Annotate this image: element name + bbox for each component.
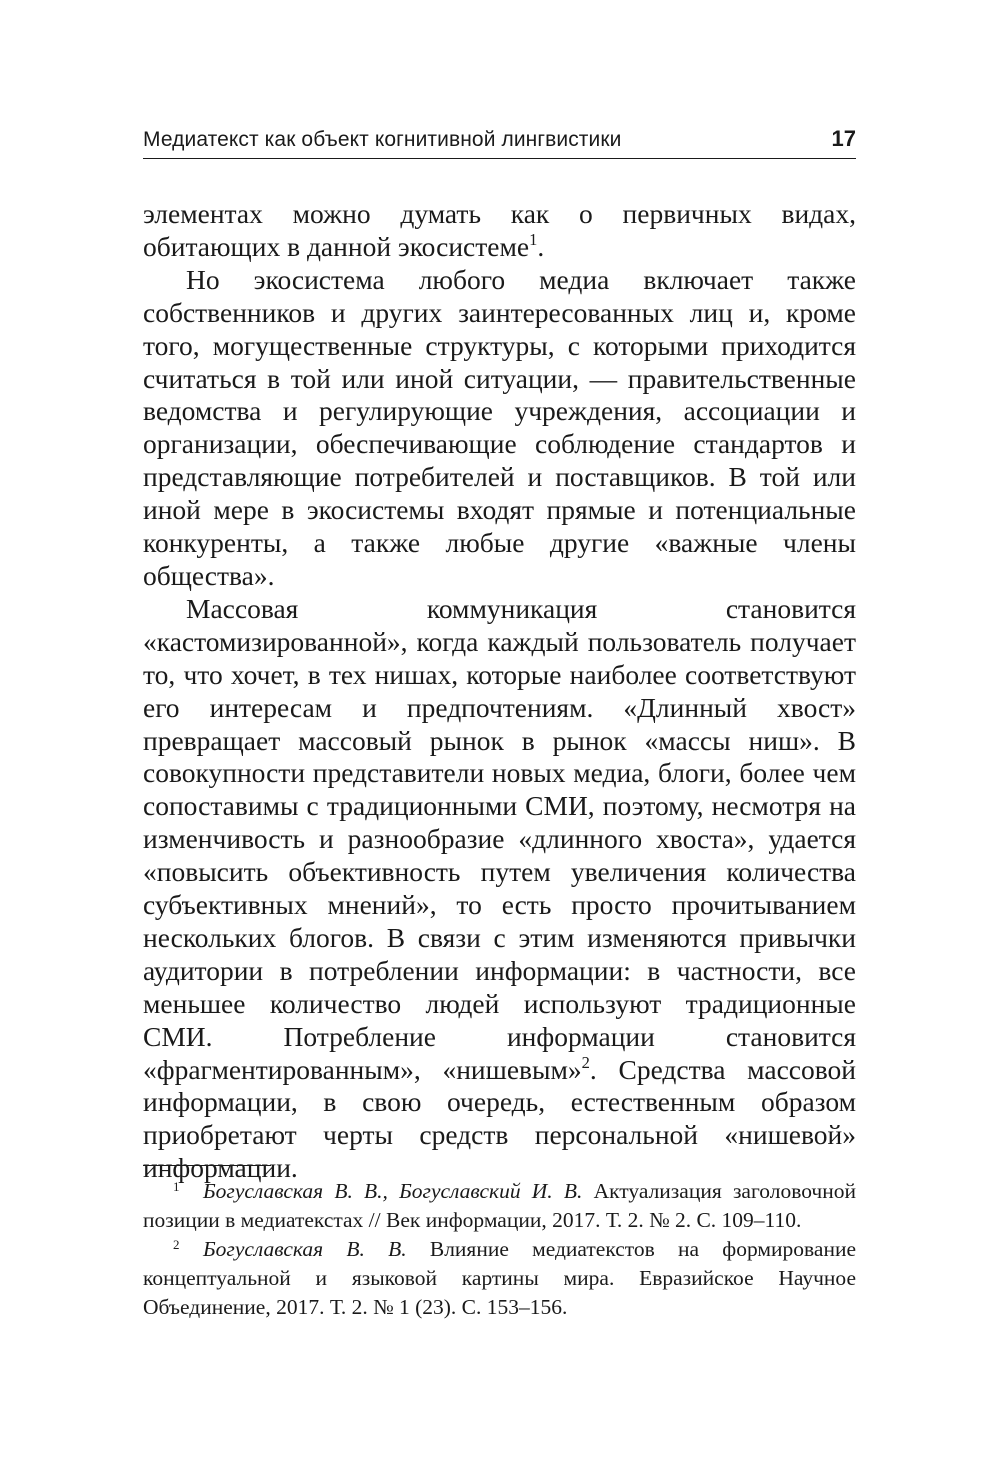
running-header [143,124,856,159]
footnotes [143,1177,856,1322]
page-number: 17 [831,126,856,151]
footnote-number: 2 [173,1237,180,1252]
footnote-ref-1[interactable]: 1 [529,229,538,249]
footnote-text: Влияние медиатекстов на формирование концептуальной и языковой картины мира. Евразийское Научное Объединение, 2017. Т. 2. № 1 (23). С. 153–156. [143,1237,856,1319]
paragraph-tail: . Средства массовой информации, в свою очередь, естественным образом приобретают черты средств персональной «нишевой» информации. [143,1053,857,1184]
footnote-number: 1 [173,1179,180,1194]
paragraph-text: Массовая коммуникация становится «кастомизированной», когда каждый пользователь получает то, что хочет, в тех нишах, которые наиболее соответствуют его интересам и предпочтениям. «Длинный хвост» превращает массовый рынок в рынок «массы ниш». В совокупности представители новых медиа, блоги, более чем сопоставимы с традиционными СМИ, поэтому, несмотря на изменчивость и разнообразие «длинного хвоста», удается «повысить объективность путем увеличения количества субъективных мнений», то есть просто прочитыванием нескольких блогов. В связи с этим изменяются привычки аудитории в потреблении информации: в частности, все меньшее количество людей используют традиционные СМИ. Потребление информации становится «фрагментированным», «нишевым» [143,592,856,1085]
footnote-author: Богуславская В. В., Богуславский И. В. [203,1179,583,1203]
footnote-1 [143,1177,856,1235]
footnote-divider [143,1165,271,1166]
footnote-ref-2[interactable]: 2 [581,1052,590,1072]
main-text [143,198,856,1185]
footnote-author: Богуславская В. В. [203,1237,407,1261]
footnote-text: Актуализация заголовочной позиции в медиатекстах // Век информации, 2017. Т. 2. № 2. С. 109–110. [143,1179,856,1232]
paragraph-tail: . [537,230,545,262]
paragraph-continued [143,198,856,264]
running-title: Медиатекст как объект когнитивной лингвистики [143,128,622,151]
paragraph-mass-communication [143,593,856,1185]
footnote-2 [143,1235,856,1322]
paragraph-ecosystem: Но экосистема любого медиа включает также собственников и других заинтересованных лиц и, кроме того, могущественные структуры, с которыми приходится считаться в той или иной ситуации, — правительственные ведомства и регулирующие учреждения, ассоциации и организации, обеспечивающие соблюдение стандартов и представляющие потребителей и поставщиков. В той или иной мере в экосистемы входят прямые и потенциальные конкуренты, а также любые другие «важные члены общества». [143,263,856,591]
paragraph-text: элементах можно думать как о первичных видах, обитающих в данной экосистеме [143,198,856,262]
